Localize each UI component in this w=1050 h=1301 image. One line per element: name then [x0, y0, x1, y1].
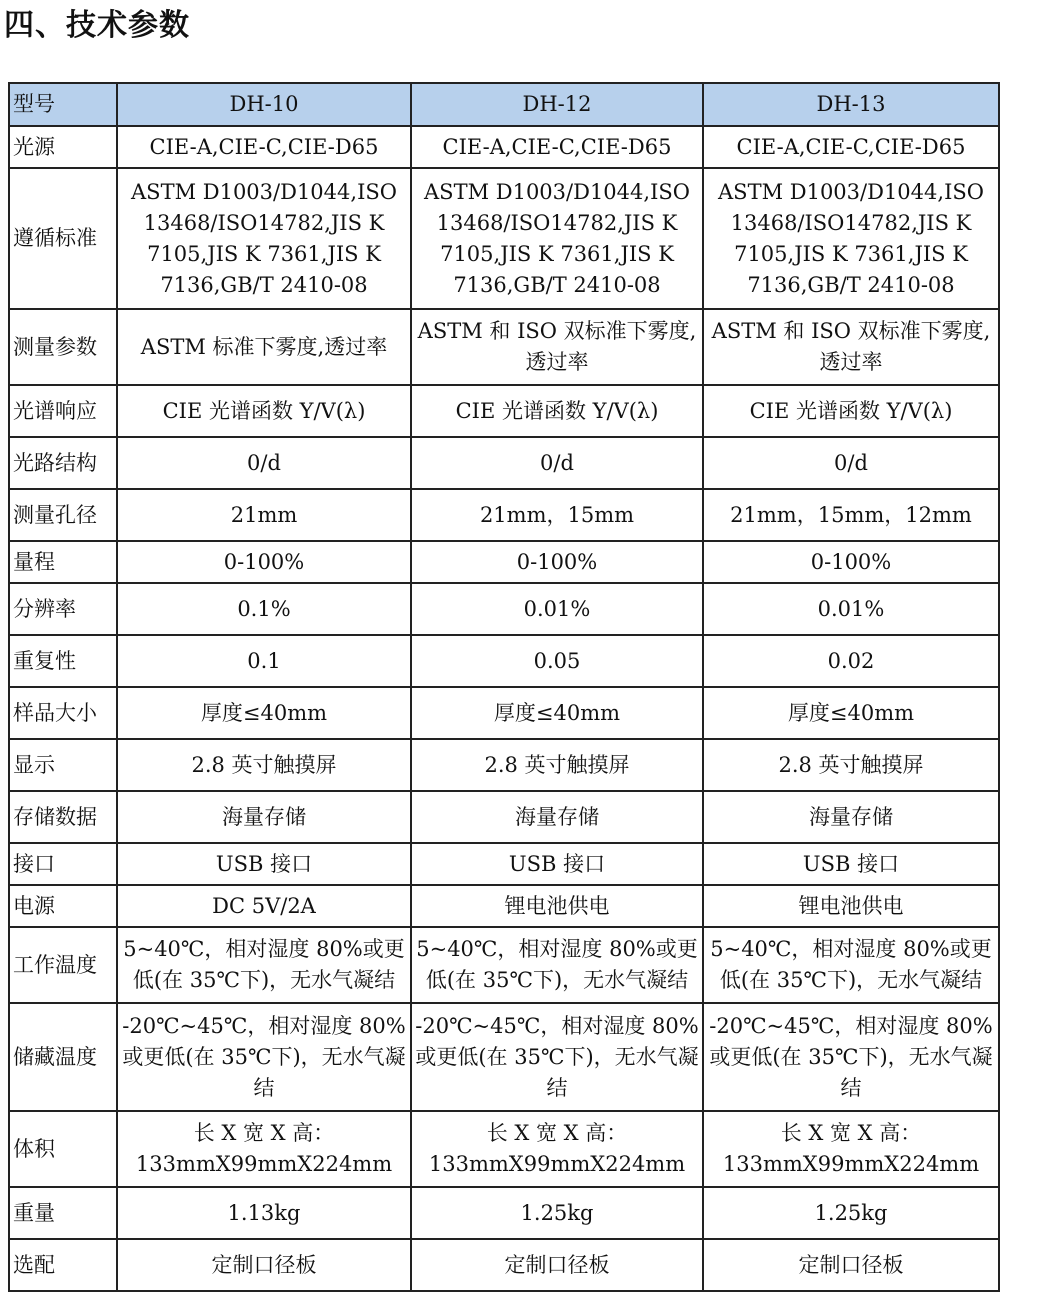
cell-value: 0.1% — [117, 583, 411, 635]
header-row — [9, 83, 999, 126]
row-label: 分辨率 — [9, 583, 117, 635]
cell-value: -20℃~45℃，相对湿度 80%或更低(在 35℃下)，无水气凝结 — [703, 1003, 999, 1111]
row-display — [9, 739, 999, 791]
cell-value: 锂电池供电 — [411, 885, 703, 927]
row-label: 样品大小 — [9, 687, 117, 739]
cell-value: ASTM 标准下雾度,透过率 — [117, 309, 411, 385]
cell-value: USB 接口 — [703, 843, 999, 885]
cell-value: 厚度≤40mm — [411, 687, 703, 739]
cell-value: 0.05 — [411, 635, 703, 687]
cell-value: 21mm — [117, 489, 411, 541]
cell-value: CIE 光谱函数 Y/V(λ) — [411, 385, 703, 437]
cell-value: 定制口径板 — [411, 1239, 703, 1291]
cell-value: ASTM 和 ISO 双标准下雾度,透过率 — [703, 309, 999, 385]
cell-value: 长 X 宽 X 高：133mmX99mmX224mm — [411, 1111, 703, 1187]
row-label: 测量孔径 — [9, 489, 117, 541]
cell-value: CIE 光谱函数 Y/V(λ) — [117, 385, 411, 437]
cell-value: 0.01% — [411, 583, 703, 635]
cell-value: 5~40℃，相对湿度 80%或更低(在 35℃下)，无水气凝结 — [411, 927, 703, 1003]
row-repeatability — [9, 635, 999, 687]
row-label: 光谱响应 — [9, 385, 117, 437]
spec-table — [8, 82, 1000, 1292]
row-label: 体积 — [9, 1111, 117, 1187]
cell-value: 定制口径板 — [703, 1239, 999, 1291]
cell-value: 21mm，15mm — [411, 489, 703, 541]
cell-value: DC 5V/2A — [117, 885, 411, 927]
row-sample-size — [9, 687, 999, 739]
row-label: 测量参数 — [9, 309, 117, 385]
row-aperture — [9, 489, 999, 541]
cell-value: ASTM D1003/D1044,ISO 13468/ISO14782,JIS K 7105,JIS K 7361,JIS K 7136,GB/T 2410-08 — [703, 168, 999, 309]
row-spectral-response — [9, 385, 999, 437]
cell-value: CIE-A,CIE-C,CIE-D65 — [117, 126, 411, 168]
row-storage-temp — [9, 1003, 999, 1111]
cell-value: USB 接口 — [117, 843, 411, 885]
cell-value: 海量存储 — [703, 791, 999, 843]
cell-value: 2.8 英寸触摸屏 — [411, 739, 703, 791]
row-label: 电源 — [9, 885, 117, 927]
row-label: 工作温度 — [9, 927, 117, 1003]
cell-value: 1.25kg — [411, 1187, 703, 1239]
cell-value: 0-100% — [703, 541, 999, 583]
cell-value: 2.8 英寸触摸屏 — [117, 739, 411, 791]
row-measure-params — [9, 309, 999, 385]
cell-value: 厚度≤40mm — [117, 687, 411, 739]
cell-value: 长 X 宽 X 高：133mmX99mmX224mm — [117, 1111, 411, 1187]
cell-value: ASTM D1003/D1044,ISO 13468/ISO14782,JIS K 7105,JIS K 7361,JIS K 7136,GB/T 2410-08 — [411, 168, 703, 309]
row-label: 存储数据 — [9, 791, 117, 843]
cell-value: 5~40℃，相对湿度 80%或更低(在 35℃下)，无水气凝结 — [703, 927, 999, 1003]
cell-value: ASTM D1003/D1044,ISO 13468/ISO14782,JIS K 7105,JIS K 7361,JIS K 7136,GB/T 2410-08 — [117, 168, 411, 309]
row-label: 接口 — [9, 843, 117, 885]
cell-value: 海量存储 — [411, 791, 703, 843]
cell-value: 0.1 — [117, 635, 411, 687]
cell-value: 0-100% — [411, 541, 703, 583]
header-label: 型号 — [9, 83, 117, 126]
row-label: 显示 — [9, 739, 117, 791]
cell-value: CIE-A,CIE-C,CIE-D65 — [703, 126, 999, 168]
row-working-temp — [9, 927, 999, 1003]
cell-value: 0.02 — [703, 635, 999, 687]
model-dh-12: DH-12 — [411, 83, 703, 126]
row-standards — [9, 168, 999, 309]
cell-value: 0-100% — [117, 541, 411, 583]
row-volume — [9, 1111, 999, 1187]
row-optical-path — [9, 437, 999, 489]
row-label: 重复性 — [9, 635, 117, 687]
cell-value: ASTM 和 ISO 双标准下雾度,透过率 — [411, 309, 703, 385]
row-label: 重量 — [9, 1187, 117, 1239]
row-weight — [9, 1187, 999, 1239]
cell-value: USB 接口 — [411, 843, 703, 885]
model-dh-10: DH-10 — [117, 83, 411, 126]
cell-value: 海量存储 — [117, 791, 411, 843]
row-power — [9, 885, 999, 927]
cell-value: 1.13kg — [117, 1187, 411, 1239]
row-light-source — [9, 126, 999, 168]
cell-value: 定制口径板 — [117, 1239, 411, 1291]
cell-value: -20℃~45℃，相对湿度 80%或更低(在 35℃下)，无水气凝结 — [411, 1003, 703, 1111]
row-options — [9, 1239, 999, 1291]
cell-value: 21mm，15mm，12mm — [703, 489, 999, 541]
row-label: 光源 — [9, 126, 117, 168]
cell-value: CIE-A,CIE-C,CIE-D65 — [411, 126, 703, 168]
cell-value: 厚度≤40mm — [703, 687, 999, 739]
cell-value: 0/d — [703, 437, 999, 489]
cell-value: 长 X 宽 X 高：133mmX99mmX224mm — [703, 1111, 999, 1187]
cell-value: 0.01% — [703, 583, 999, 635]
row-storage — [9, 791, 999, 843]
row-resolution — [9, 583, 999, 635]
cell-value: 0/d — [117, 437, 411, 489]
model-dh-13: DH-13 — [703, 83, 999, 126]
cell-value: CIE 光谱函数 Y/V(λ) — [703, 385, 999, 437]
row-label: 储藏温度 — [9, 1003, 117, 1111]
row-label: 选配 — [9, 1239, 117, 1291]
cell-value: 2.8 英寸触摸屏 — [703, 739, 999, 791]
row-label: 光路结构 — [9, 437, 117, 489]
row-range — [9, 541, 999, 583]
cell-value: 0/d — [411, 437, 703, 489]
cell-value: -20℃~45℃，相对湿度 80%或更低(在 35℃下)，无水气凝结 — [117, 1003, 411, 1111]
row-label: 遵循标准 — [9, 168, 117, 309]
row-interface — [9, 843, 999, 885]
cell-value: 锂电池供电 — [703, 885, 999, 927]
cell-value: 1.25kg — [703, 1187, 999, 1239]
section-title: 四、技术参数 — [4, 8, 190, 43]
cell-value: 5~40℃，相对湿度 80%或更低(在 35℃下)，无水气凝结 — [117, 927, 411, 1003]
row-label: 量程 — [9, 541, 117, 583]
